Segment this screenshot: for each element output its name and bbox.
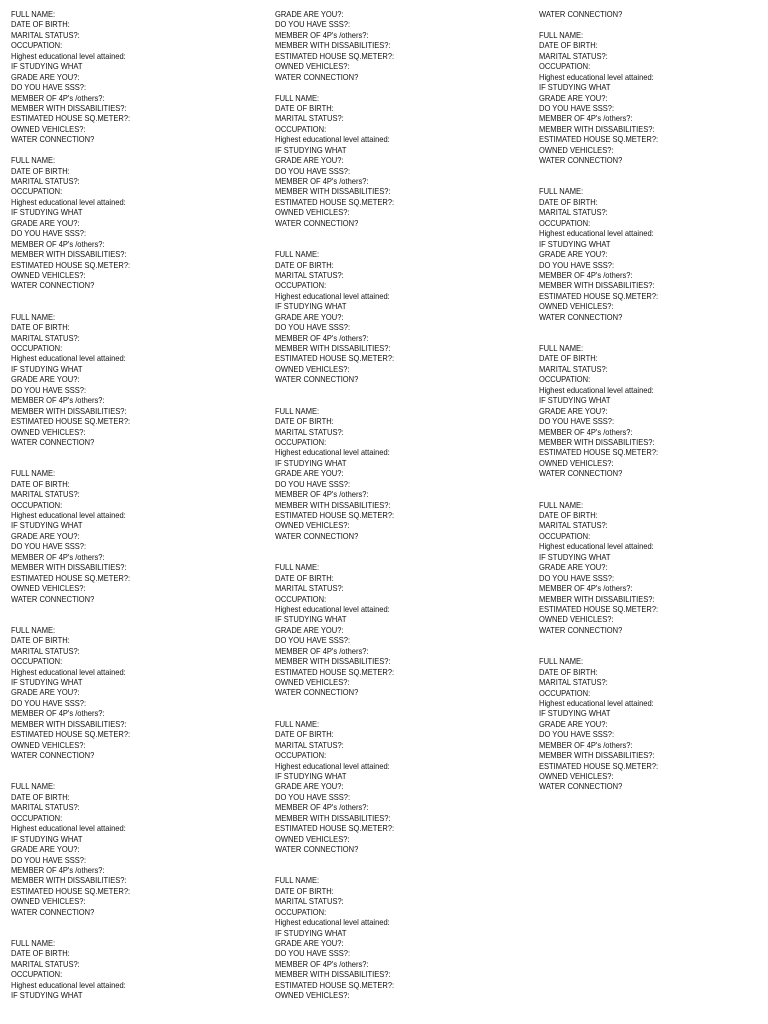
field-label-full-name: FULL NAME: bbox=[11, 939, 56, 949]
field-label-marital-status: MARITAL STATUS?: bbox=[11, 646, 80, 656]
field-label-education: Highest educational level attained: bbox=[275, 135, 390, 145]
field-label-if-studying: IF STUDYING WHAT bbox=[539, 709, 611, 719]
field-label-education: Highest educational level attained: bbox=[275, 448, 390, 458]
column-2 bbox=[275, 10, 530, 1002]
field-label-if-studying: IF STUDYING WHAT bbox=[539, 83, 611, 93]
field-label-water: WATER CONNECTION? bbox=[11, 437, 95, 447]
form-entry bbox=[275, 10, 530, 83]
form-entry bbox=[11, 313, 266, 449]
field-label-sss: DO YOU HAVE SSS?: bbox=[275, 20, 351, 30]
field-label-marital-status: MARITAL STATUS?: bbox=[275, 584, 344, 594]
field-label-occupation: OCCUPATION: bbox=[11, 970, 63, 980]
field-label-water: WATER CONNECTION? bbox=[275, 688, 359, 698]
field-label-vehicles: OWNED VEHICLES?: bbox=[275, 364, 350, 374]
form-entry bbox=[11, 626, 266, 762]
field-label-full-name: FULL NAME: bbox=[11, 312, 56, 322]
form-entry bbox=[11, 10, 266, 146]
field-label-marital-status: MARITAL STATUS?: bbox=[275, 427, 344, 437]
field-label-education: Highest educational level attained: bbox=[275, 291, 390, 301]
field-label-education: Highest educational level attained: bbox=[11, 980, 126, 990]
field-label-member-4ps: MEMBER OF 4P's /others?: bbox=[539, 584, 633, 594]
field-label-education: Highest educational level attained: bbox=[539, 542, 654, 552]
field-label-vehicles: OWNED VEHICLES?: bbox=[11, 584, 86, 594]
field-label-water: WATER CONNECTION? bbox=[11, 907, 95, 917]
spacer bbox=[275, 542, 530, 563]
field-label-marital-status: MARITAL STATUS?: bbox=[11, 333, 80, 343]
field-label-full-name: FULL NAME: bbox=[11, 10, 56, 19]
field-label-house-sqm: ESTIMATED HOUSE SQ.METER?: bbox=[275, 824, 395, 834]
field-label-date-of-birth: DATE OF BIRTH: bbox=[11, 166, 70, 176]
field-label-water: WATER CONNECTION? bbox=[11, 751, 95, 761]
field-label-house-sqm: ESTIMATED HOUSE SQ.METER?: bbox=[11, 114, 131, 124]
field-label-vehicles: OWNED VEHICLES?: bbox=[539, 458, 614, 468]
field-label-marital-status: MARITAL STATUS?: bbox=[275, 740, 344, 750]
spacer bbox=[539, 480, 768, 501]
field-label-if-studying: IF STUDYING WHAT bbox=[275, 615, 347, 625]
field-label-marital-status: MARITAL STATUS?: bbox=[539, 364, 608, 374]
field-label-education: Highest educational level attained: bbox=[539, 72, 654, 82]
field-label-occupation: OCCUPATION: bbox=[275, 907, 327, 917]
field-label-vehicles: OWNED VEHICLES?: bbox=[539, 772, 614, 781]
spacer bbox=[11, 605, 266, 626]
field-label-disabilities: MEMBER WITH DISSABILITIES?: bbox=[11, 563, 127, 573]
field-label-disabilities: MEMBER WITH DISSABILITIES?: bbox=[11, 719, 127, 729]
form-entry bbox=[539, 187, 768, 323]
field-label-member-4ps: MEMBER OF 4P's /others?: bbox=[11, 552, 105, 562]
spacer bbox=[539, 20, 768, 30]
field-label-marital-status: MARITAL STATUS?: bbox=[539, 521, 608, 531]
field-label-date-of-birth: DATE OF BIRTH: bbox=[275, 886, 334, 896]
field-label-education: Highest educational level attained: bbox=[275, 604, 390, 614]
field-label-education: Highest educational level attained: bbox=[11, 667, 126, 677]
field-label-house-sqm: ESTIMATED HOUSE SQ.METER?: bbox=[275, 667, 395, 677]
field-label-grade: GRADE ARE YOU?: bbox=[539, 250, 608, 260]
field-label-sss: DO YOU HAVE SSS?: bbox=[11, 698, 87, 708]
field-label-grade: GRADE ARE YOU?: bbox=[539, 93, 608, 103]
field-label-disabilities: MEMBER WITH DISSABILITIES?: bbox=[539, 594, 655, 604]
field-label-member-4ps: MEMBER OF 4P's /others?: bbox=[11, 865, 105, 875]
column-1 bbox=[11, 10, 266, 1002]
field-label-member-4ps: MEMBER OF 4P's /others?: bbox=[275, 959, 369, 969]
field-label-member-4ps: MEMBER OF 4P's /others?: bbox=[275, 646, 369, 656]
field-label-sss: DO YOU HAVE SSS?: bbox=[275, 792, 351, 802]
field-label-disabilities: MEMBER WITH DISSABILITIES?: bbox=[275, 970, 391, 980]
field-label-marital-status: MARITAL STATUS?: bbox=[539, 208, 608, 218]
field-label-date-of-birth: DATE OF BIRTH: bbox=[275, 730, 334, 740]
field-label-marital-status: MARITAL STATUS?: bbox=[11, 959, 80, 969]
form-entry bbox=[539, 501, 768, 637]
field-label-sss: DO YOU HAVE SSS?: bbox=[539, 573, 615, 583]
field-label-water: WATER CONNECTION? bbox=[539, 10, 623, 19]
form-entry bbox=[11, 939, 266, 1002]
field-label-full-name: FULL NAME: bbox=[275, 93, 320, 103]
field-label-date-of-birth: DATE OF BIRTH: bbox=[275, 417, 334, 427]
field-label-if-studying: IF STUDYING WHAT bbox=[275, 145, 347, 155]
field-label-house-sqm: ESTIMATED HOUSE SQ.METER?: bbox=[275, 511, 395, 521]
field-label-date-of-birth: DATE OF BIRTH: bbox=[275, 573, 334, 583]
field-label-member-4ps: MEMBER OF 4P's /others?: bbox=[11, 396, 105, 406]
field-label-water: WATER CONNECTION? bbox=[539, 782, 623, 792]
field-label-education: Highest educational level attained: bbox=[275, 918, 390, 928]
field-label-marital-status: MARITAL STATUS?: bbox=[11, 30, 80, 40]
field-label-education: Highest educational level attained: bbox=[539, 385, 654, 395]
field-label-sss: DO YOU HAVE SSS?: bbox=[275, 636, 351, 646]
field-label-water: WATER CONNECTION? bbox=[275, 845, 359, 855]
field-label-if-studying: IF STUDYING WHAT bbox=[11, 521, 83, 531]
field-label-grade: GRADE ARE YOU?: bbox=[275, 782, 344, 792]
field-label-vehicles: OWNED VEHICLES?: bbox=[11, 124, 86, 134]
field-label-occupation: OCCUPATION: bbox=[539, 531, 591, 541]
field-label-full-name: FULL NAME: bbox=[539, 344, 584, 354]
field-label-grade: GRADE ARE YOU?: bbox=[275, 312, 344, 322]
field-label-occupation: OCCUPATION: bbox=[539, 688, 591, 698]
field-label-vehicles: OWNED VEHICLES?: bbox=[275, 678, 350, 688]
field-label-marital-status: MARITAL STATUS?: bbox=[539, 678, 608, 688]
field-label-house-sqm: ESTIMATED HOUSE SQ.METER?: bbox=[11, 730, 131, 740]
field-label-water: WATER CONNECTION? bbox=[11, 135, 95, 145]
field-label-sss: DO YOU HAVE SSS?: bbox=[11, 855, 87, 865]
field-label-vehicles: OWNED VEHICLES?: bbox=[11, 740, 86, 750]
field-label-if-studying: IF STUDYING WHAT bbox=[11, 364, 83, 374]
field-label-house-sqm: ESTIMATED HOUSE SQ.METER?: bbox=[539, 448, 659, 458]
spacer bbox=[539, 167, 768, 188]
field-label-education: Highest educational level attained: bbox=[275, 761, 390, 771]
field-label-if-studying: IF STUDYING WHAT bbox=[11, 991, 83, 1001]
field-label-date-of-birth: DATE OF BIRTH: bbox=[11, 479, 70, 489]
field-label-education: Highest educational level attained: bbox=[11, 824, 126, 834]
form-entry bbox=[539, 344, 768, 480]
field-label-disabilities: MEMBER WITH DISSABILITIES?: bbox=[11, 406, 127, 416]
field-label-disabilities: MEMBER WITH DISSABILITIES?: bbox=[539, 751, 655, 761]
field-label-vehicles: OWNED VEHICLES?: bbox=[275, 834, 350, 844]
field-label-if-studying: IF STUDYING WHAT bbox=[275, 458, 347, 468]
field-label-education: Highest educational level attained: bbox=[11, 51, 126, 61]
field-label-grade: GRADE ARE YOU?: bbox=[275, 469, 344, 479]
form-entry bbox=[11, 156, 266, 292]
form-entry bbox=[11, 469, 266, 605]
field-label-member-4ps: MEMBER OF 4P's /others?: bbox=[11, 239, 105, 249]
field-label-disabilities: MEMBER WITH DISSABILITIES?: bbox=[539, 281, 655, 291]
field-label-member-4ps: MEMBER OF 4P's /others?: bbox=[275, 177, 369, 186]
field-label-occupation: OCCUPATION: bbox=[275, 437, 327, 447]
field-label-date-of-birth: DATE OF BIRTH: bbox=[275, 260, 334, 270]
field-label-full-name: FULL NAME: bbox=[11, 782, 56, 792]
field-label-occupation: OCCUPATION: bbox=[539, 62, 591, 72]
field-label-disabilities: MEMBER WITH DISSABILITIES?: bbox=[11, 250, 127, 260]
field-label-if-studying: IF STUDYING WHAT bbox=[11, 62, 83, 72]
field-label-sss: DO YOU HAVE SSS?: bbox=[11, 229, 87, 239]
field-label-full-name: FULL NAME: bbox=[275, 876, 320, 886]
field-label-house-sqm: ESTIMATED HOUSE SQ.METER?: bbox=[11, 417, 131, 427]
field-label-grade: GRADE ARE YOU?: bbox=[275, 156, 344, 166]
field-label-member-4ps: MEMBER OF 4P's /others?: bbox=[539, 427, 633, 437]
field-label-member-4ps: MEMBER OF 4P's /others?: bbox=[275, 30, 369, 40]
field-label-sss: DO YOU HAVE SSS?: bbox=[11, 542, 87, 552]
field-label-member-4ps: MEMBER OF 4P's /others?: bbox=[275, 490, 369, 500]
field-label-sss: DO YOU HAVE SSS?: bbox=[275, 479, 351, 489]
field-label-education: Highest educational level attained: bbox=[11, 354, 126, 364]
field-label-house-sqm: ESTIMATED HOUSE SQ.METER?: bbox=[275, 197, 395, 207]
field-label-full-name: FULL NAME: bbox=[11, 625, 56, 635]
field-label-vehicles: OWNED VEHICLES?: bbox=[275, 62, 350, 72]
spacer bbox=[11, 762, 266, 783]
spacer bbox=[275, 83, 530, 93]
field-label-vehicles: OWNED VEHICLES?: bbox=[275, 991, 350, 1001]
field-label-occupation: OCCUPATION: bbox=[275, 751, 327, 761]
field-label-date-of-birth: DATE OF BIRTH: bbox=[11, 792, 70, 802]
field-label-water: WATER CONNECTION? bbox=[539, 312, 623, 322]
field-label-water: WATER CONNECTION? bbox=[539, 469, 623, 479]
field-label-if-studying: IF STUDYING WHAT bbox=[275, 772, 347, 781]
form-entry bbox=[275, 720, 530, 856]
field-label-house-sqm: ESTIMATED HOUSE SQ.METER?: bbox=[275, 51, 395, 61]
field-label-member-4ps: MEMBER OF 4P's /others?: bbox=[11, 709, 105, 719]
field-label-if-studying: IF STUDYING WHAT bbox=[539, 552, 611, 562]
field-label-sss: DO YOU HAVE SSS?: bbox=[539, 103, 615, 113]
field-label-grade: GRADE ARE YOU?: bbox=[11, 531, 80, 541]
field-label-disabilities: MEMBER WITH DISSABILITIES?: bbox=[11, 103, 127, 113]
field-label-sss: DO YOU HAVE SSS?: bbox=[275, 323, 351, 333]
field-label-member-4ps: MEMBER OF 4P's /others?: bbox=[11, 93, 105, 103]
form-entry bbox=[539, 10, 768, 20]
field-label-disabilities: MEMBER WITH DISSABILITIES?: bbox=[539, 437, 655, 447]
field-label-education: Highest educational level attained: bbox=[11, 197, 126, 207]
field-label-sss: DO YOU HAVE SSS?: bbox=[539, 417, 615, 427]
field-label-date-of-birth: DATE OF BIRTH: bbox=[11, 323, 70, 333]
field-label-if-studying: IF STUDYING WHAT bbox=[11, 834, 83, 844]
field-label-education: Highest educational level attained: bbox=[11, 511, 126, 521]
field-label-sss: DO YOU HAVE SSS?: bbox=[11, 83, 87, 93]
field-label-sss: DO YOU HAVE SSS?: bbox=[275, 949, 351, 959]
field-label-sss: DO YOU HAVE SSS?: bbox=[539, 730, 615, 740]
form-entry bbox=[11, 782, 266, 918]
field-label-date-of-birth: DATE OF BIRTH: bbox=[11, 636, 70, 646]
field-label-sss: DO YOU HAVE SSS?: bbox=[539, 260, 615, 270]
field-label-full-name: FULL NAME: bbox=[275, 406, 320, 416]
field-label-disabilities: MEMBER WITH DISSABILITIES?: bbox=[275, 187, 391, 197]
field-label-occupation: OCCUPATION: bbox=[539, 375, 591, 385]
field-label-vehicles: OWNED VEHICLES?: bbox=[11, 270, 86, 280]
spacer bbox=[11, 448, 266, 469]
field-label-education: Highest educational level attained: bbox=[539, 229, 654, 239]
column-3 bbox=[539, 10, 768, 793]
field-label-occupation: OCCUPATION: bbox=[11, 657, 63, 667]
spacer bbox=[275, 229, 530, 250]
field-label-grade: GRADE ARE YOU?: bbox=[11, 688, 80, 698]
field-label-if-studying: IF STUDYING WHAT bbox=[275, 302, 347, 312]
spacer bbox=[275, 699, 530, 720]
field-label-vehicles: OWNED VEHICLES?: bbox=[275, 208, 350, 218]
field-label-vehicles: OWNED VEHICLES?: bbox=[11, 897, 86, 907]
spacer bbox=[11, 918, 266, 939]
field-label-water: WATER CONNECTION? bbox=[275, 375, 359, 385]
field-label-grade: GRADE ARE YOU?: bbox=[11, 845, 80, 855]
field-label-marital-status: MARITAL STATUS?: bbox=[275, 897, 344, 907]
field-label-occupation: OCCUPATION: bbox=[275, 594, 327, 604]
field-label-full-name: FULL NAME: bbox=[539, 500, 584, 510]
form-entry bbox=[539, 31, 768, 167]
field-label-house-sqm: ESTIMATED HOUSE SQ.METER?: bbox=[539, 604, 659, 614]
field-label-house-sqm: ESTIMATED HOUSE SQ.METER?: bbox=[11, 260, 131, 270]
field-label-full-name: FULL NAME: bbox=[539, 187, 584, 197]
field-label-occupation: OCCUPATION: bbox=[11, 500, 63, 510]
field-label-vehicles: OWNED VEHICLES?: bbox=[11, 427, 86, 437]
field-label-member-4ps: MEMBER OF 4P's /others?: bbox=[275, 333, 369, 343]
field-label-vehicles: OWNED VEHICLES?: bbox=[539, 302, 614, 312]
spacer bbox=[11, 292, 266, 313]
field-label-water: WATER CONNECTION? bbox=[275, 218, 359, 228]
field-label-if-studying: IF STUDYING WHAT bbox=[11, 678, 83, 688]
field-label-occupation: OCCUPATION: bbox=[275, 281, 327, 291]
field-label-marital-status: MARITAL STATUS?: bbox=[539, 51, 608, 61]
field-label-education: Highest educational level attained: bbox=[539, 698, 654, 708]
field-label-full-name: FULL NAME: bbox=[539, 657, 584, 667]
field-label-occupation: OCCUPATION: bbox=[275, 124, 327, 134]
field-label-water: WATER CONNECTION? bbox=[539, 156, 623, 166]
field-label-date-of-birth: DATE OF BIRTH: bbox=[539, 354, 598, 364]
field-label-disabilities: MEMBER WITH DISSABILITIES?: bbox=[275, 344, 391, 354]
field-label-disabilities: MEMBER WITH DISSABILITIES?: bbox=[539, 124, 655, 134]
spacer bbox=[275, 386, 530, 407]
field-label-full-name: FULL NAME: bbox=[11, 469, 56, 479]
field-label-house-sqm: ESTIMATED HOUSE SQ.METER?: bbox=[275, 980, 395, 990]
form-entry bbox=[275, 876, 530, 1001]
field-label-member-4ps: MEMBER OF 4P's /others?: bbox=[275, 803, 369, 813]
field-label-full-name: FULL NAME: bbox=[11, 156, 56, 166]
field-label-vehicles: OWNED VEHICLES?: bbox=[275, 521, 350, 531]
field-label-house-sqm: ESTIMATED HOUSE SQ.METER?: bbox=[539, 761, 659, 771]
field-label-disabilities: MEMBER WITH DISSABILITIES?: bbox=[275, 41, 391, 51]
field-label-water: WATER CONNECTION? bbox=[539, 625, 623, 635]
field-label-grade: GRADE ARE YOU?: bbox=[275, 625, 344, 635]
spacer bbox=[539, 323, 768, 344]
field-label-vehicles: OWNED VEHICLES?: bbox=[539, 145, 614, 155]
field-label-disabilities: MEMBER WITH DISSABILITIES?: bbox=[275, 813, 391, 823]
field-label-house-sqm: ESTIMATED HOUSE SQ.METER?: bbox=[539, 135, 659, 145]
field-label-full-name: FULL NAME: bbox=[539, 30, 584, 40]
field-label-if-studying: IF STUDYING WHAT bbox=[11, 208, 83, 218]
field-label-date-of-birth: DATE OF BIRTH: bbox=[275, 103, 334, 113]
field-label-grade: GRADE ARE YOU?: bbox=[539, 406, 608, 416]
field-label-grade: GRADE ARE YOU?: bbox=[275, 10, 344, 19]
field-label-date-of-birth: DATE OF BIRTH: bbox=[11, 949, 70, 959]
field-label-member-4ps: MEMBER OF 4P's /others?: bbox=[539, 270, 633, 280]
field-label-marital-status: MARITAL STATUS?: bbox=[275, 114, 344, 124]
field-label-marital-status: MARITAL STATUS?: bbox=[11, 803, 80, 813]
field-label-member-4ps: MEMBER OF 4P's /others?: bbox=[539, 114, 633, 124]
form-entry bbox=[539, 657, 768, 793]
field-label-marital-status: MARITAL STATUS?: bbox=[11, 490, 80, 500]
field-label-marital-status: MARITAL STATUS?: bbox=[11, 177, 80, 186]
form-entry bbox=[275, 94, 530, 230]
field-label-grade: GRADE ARE YOU?: bbox=[11, 72, 80, 82]
field-label-house-sqm: ESTIMATED HOUSE SQ.METER?: bbox=[539, 291, 659, 301]
field-label-disabilities: MEMBER WITH DISSABILITIES?: bbox=[275, 657, 391, 667]
field-label-marital-status: MARITAL STATUS?: bbox=[275, 270, 344, 280]
field-label-house-sqm: ESTIMATED HOUSE SQ.METER?: bbox=[11, 573, 131, 583]
field-label-water: WATER CONNECTION? bbox=[11, 594, 95, 604]
field-label-occupation: OCCUPATION: bbox=[539, 218, 591, 228]
spacer bbox=[539, 636, 768, 657]
field-label-date-of-birth: DATE OF BIRTH: bbox=[539, 667, 598, 677]
field-label-sss: DO YOU HAVE SSS?: bbox=[275, 166, 351, 176]
field-label-occupation: OCCUPATION: bbox=[11, 187, 63, 197]
field-label-date-of-birth: DATE OF BIRTH: bbox=[539, 41, 598, 51]
field-label-occupation: OCCUPATION: bbox=[11, 344, 63, 354]
spacer bbox=[11, 146, 266, 156]
field-label-if-studying: IF STUDYING WHAT bbox=[275, 928, 347, 938]
field-label-house-sqm: ESTIMATED HOUSE SQ.METER?: bbox=[275, 354, 395, 364]
field-label-water: WATER CONNECTION? bbox=[275, 531, 359, 541]
form-entry bbox=[275, 563, 530, 699]
field-label-occupation: OCCUPATION: bbox=[11, 813, 63, 823]
field-label-grade: GRADE ARE YOU?: bbox=[275, 939, 344, 949]
field-label-disabilities: MEMBER WITH DISSABILITIES?: bbox=[275, 500, 391, 510]
field-label-sss: DO YOU HAVE SSS?: bbox=[11, 385, 87, 395]
field-label-member-4ps: MEMBER OF 4P's /others?: bbox=[539, 740, 633, 750]
field-label-grade: GRADE ARE YOU?: bbox=[11, 375, 80, 385]
field-label-grade: GRADE ARE YOU?: bbox=[539, 719, 608, 729]
spacer bbox=[275, 856, 530, 877]
field-label-occupation: OCCUPATION: bbox=[11, 41, 63, 51]
field-label-full-name: FULL NAME: bbox=[275, 719, 320, 729]
field-label-water: WATER CONNECTION? bbox=[11, 281, 95, 291]
field-label-if-studying: IF STUDYING WHAT bbox=[539, 239, 611, 249]
form-entry bbox=[275, 250, 530, 386]
field-label-if-studying: IF STUDYING WHAT bbox=[539, 396, 611, 406]
field-label-disabilities: MEMBER WITH DISSABILITIES?: bbox=[11, 876, 127, 886]
field-label-full-name: FULL NAME: bbox=[275, 250, 320, 260]
form-entry bbox=[275, 407, 530, 543]
field-label-water: WATER CONNECTION? bbox=[275, 72, 359, 82]
field-label-grade: GRADE ARE YOU?: bbox=[539, 563, 608, 573]
field-label-full-name: FULL NAME: bbox=[275, 563, 320, 573]
field-label-grade: GRADE ARE YOU?: bbox=[11, 218, 80, 228]
field-label-vehicles: OWNED VEHICLES?: bbox=[539, 615, 614, 625]
field-label-date-of-birth: DATE OF BIRTH: bbox=[11, 20, 70, 30]
field-label-house-sqm: ESTIMATED HOUSE SQ.METER?: bbox=[11, 886, 131, 896]
field-label-date-of-birth: DATE OF BIRTH: bbox=[539, 197, 598, 207]
field-label-date-of-birth: DATE OF BIRTH: bbox=[539, 511, 598, 521]
